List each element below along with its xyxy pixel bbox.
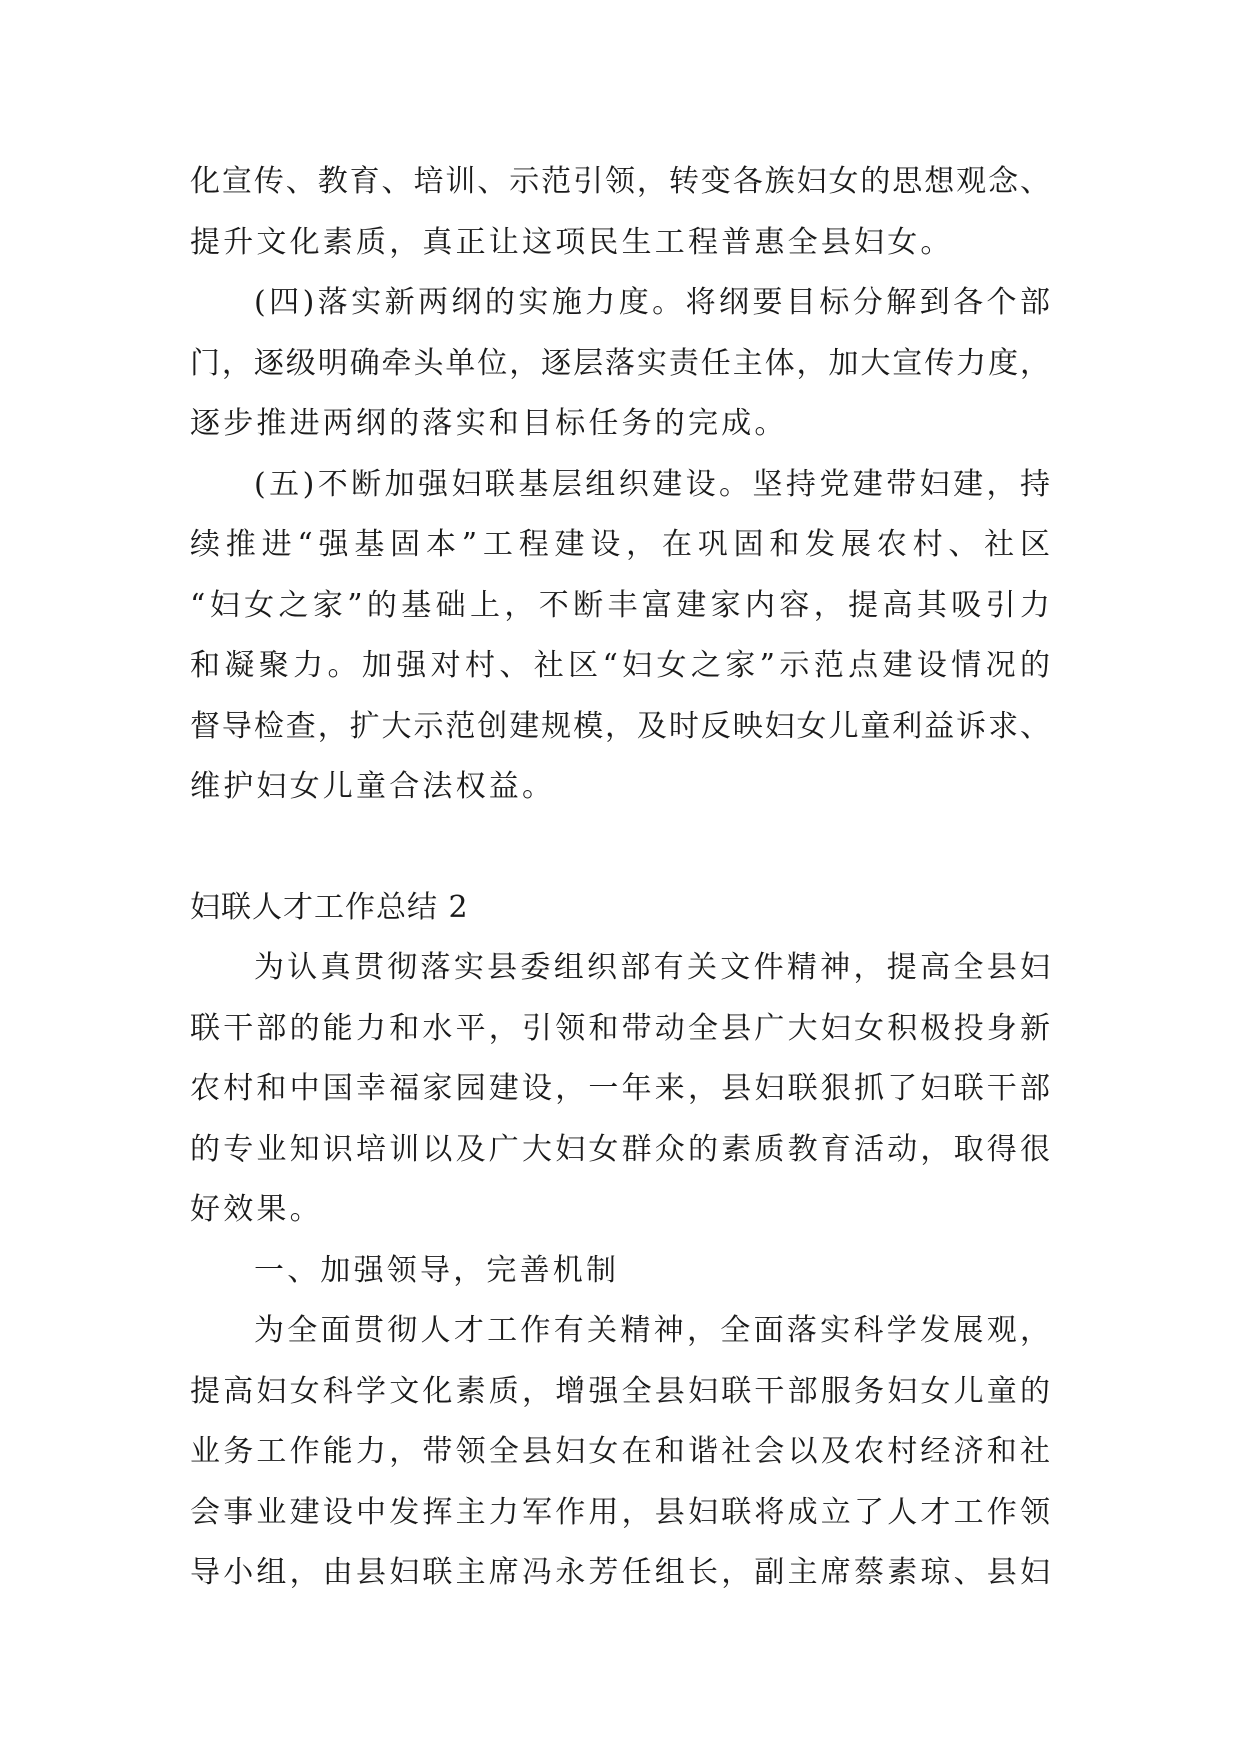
text-line: 化宣传、教育、培训、示范引领，转变各族妇女的思想观念、 — [190, 164, 1050, 199]
paragraph-intro — [190, 938, 1050, 1241]
paragraph-leadership — [190, 1301, 1050, 1604]
section-spacer — [190, 818, 1050, 878]
paragraph-four — [190, 273, 1050, 455]
text-line: 逐步推进两纲的落实和目标任务的完成。 — [190, 406, 788, 441]
text-line: 好效果。 — [190, 1192, 323, 1227]
text-line: 业务工作能力，带领全县妇女在和谐社会以及农村经济和社 — [190, 1434, 1050, 1469]
text-line: 维护妇女儿童合法权益。 — [190, 769, 556, 804]
paragraph-continuation — [190, 152, 1050, 273]
text-line: 导小组，由县妇联主席冯永芳任组长，副主席蔡素琼、县妇 — [190, 1555, 1050, 1590]
text-line: 农村和中国幸福家园建设，一年来，县妇联狠抓了妇联干部 — [190, 1071, 1050, 1106]
text-line: (四)落实新两纲的实施力度。将纲要目标分解到各个部 — [254, 285, 1050, 320]
text-line: 为认真贯彻落实县委组织部有关文件精神，提高全县妇 — [254, 950, 1050, 985]
text-line: 提升文化素质，真正让这项民生工程普惠全县妇女。 — [190, 224, 954, 260]
paragraph-five — [190, 455, 1050, 818]
text-line: (五)不断加强妇联基层组织建设。坚持党建带妇建，持 — [254, 466, 1050, 502]
section-title: 妇联人才工作总结 2 — [190, 889, 469, 925]
text-line: 的专业知识培训以及广大妇女群众的素质教育活动，取得很 — [190, 1131, 1050, 1167]
heading-one: 一、加强领导，完善机制 — [254, 1252, 620, 1288]
text-line: 联干部的能力和水平，引领和带动全县广大妇女积极投身新 — [190, 1010, 1050, 1046]
text-line: 续推进“强基固本”工程建设，在巩固和发展农村、社区 — [190, 527, 1050, 562]
text-line: 为全面贯彻人才工作有关精神，全面落实科学发展观， — [254, 1313, 1050, 1348]
text-line: 和凝聚力。加强对村、社区“妇女之家”示范点建设情况的 — [190, 648, 1050, 683]
text-line: 会事业建设中发挥主力军作用，县妇联将成立了人才工作领 — [190, 1494, 1050, 1530]
text-line: 督导检查，扩大示范创建规模，及时反映妇女儿童利益诉求、 — [190, 708, 1050, 744]
document-page — [190, 152, 1050, 1604]
text-line: 门，逐级明确牵头单位，逐层落实责任主体，加大宣传力度， — [190, 345, 1050, 381]
text-line: “妇女之家”的基础上，不断丰富建家内容，提高其吸引力 — [190, 587, 1050, 623]
text-line: 提高妇女科学文化素质，增强全县妇联干部服务妇女儿童的 — [190, 1373, 1050, 1409]
